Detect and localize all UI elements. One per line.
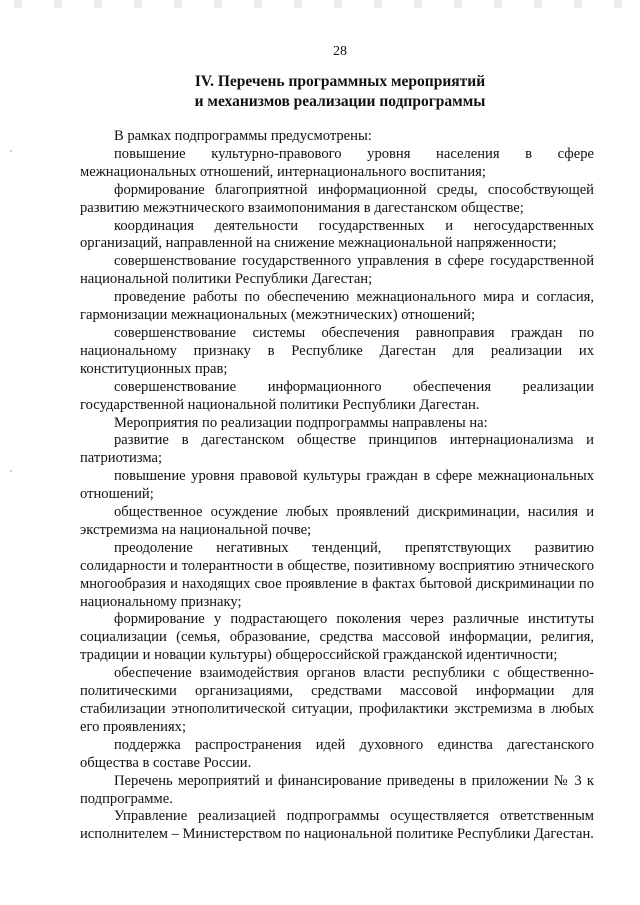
paragraph-note: Управление реализацией подпрограммы осуществляется ответственным исполнителем – Министерством по национальной политике Республики Дагестан. [80, 808, 594, 843]
paragraph-item: совершенствование системы обеспечения равноправия граждан по национальному признаку в Республике Дагестан для реализации их конституционных прав; [80, 324, 594, 377]
paragraph-item: формирование у подрастающего поколения через различные институты социализации (семья, образование, средства массовой информации, религия, традиции и новации культуры) общероссийской гражданской идентичности; [80, 611, 594, 664]
paragraph-item: проведение работы по обеспечению межнационального мира и согласия, гармонизации межнациональных (межэтнических) отношений; [80, 289, 594, 324]
paragraph-intro: Мероприятия по реализации подпрограммы направлены на: [114, 414, 488, 431]
paragraph-item: формирование благоприятной информационной среды, способствующей развитию межэтнического взаимопонимания в дагестанском обществе; [80, 181, 594, 216]
paragraph-item: повышение культурно-правового уровня населения в сфере межнациональных отношений, интернационального воспитания; [80, 145, 594, 180]
paragraph-item: совершенствование государственного управления в сфере государственной национальной политики Республики Дагестан; [80, 253, 594, 288]
section-heading [80, 72, 600, 112]
scan-speck [10, 150, 12, 152]
paragraph-note: Перечень мероприятий и финансирование приведены в приложении № 3 к подпрограмме. [80, 772, 594, 807]
section-heading-line-2: и механизмов реализации подпрограммы [194, 93, 486, 110]
paragraph-item: повышение уровня правовой культуры граждан в сфере межнациональных отношений; [80, 468, 594, 503]
paragraph-item: преодоление негативных тенденций, препятствующих развитию солидарности и толерантности в обществе, позитивному восприятию этнического многообразия и находящих свое проявление в фактах бытовой дискриминации по национальному признаку; [80, 539, 594, 610]
paragraph-item: поддержка распространения идей духовного единства дагестанского общества в составе России. [80, 736, 594, 771]
paragraph-intro: В рамках подпрограммы предусмотрены: [114, 128, 372, 144]
paragraph-item: развитие в дагестанском обществе принципов интернационализма и патриотизма; [80, 432, 594, 467]
scan-artifact-strip [0, 0, 640, 8]
paragraph-item: общественное осуждение любых проявлений дискриминации, насилия и экстремизма на национальной почве; [80, 504, 594, 538]
document-body [80, 128, 594, 844]
paragraph-item: совершенствование информационного обеспечения реализации государственной национальной политики Республики Дагестан. [80, 378, 594, 413]
page-number: 28 [333, 44, 347, 59]
scan-speck [10, 470, 12, 472]
section-heading-line-1: IV. Перечень программных мероприятий [194, 73, 486, 90]
paragraph-item: обеспечение взаимодействия органов власти республики с общественно-политическими организациями, средствами массовой информации для стабилизации этнополитической ситуации, профилактики экстремизма в любых его проявлениях; [80, 665, 594, 735]
paragraph-item: координация деятельности государственных и негосударственных организаций, направленной на снижение межнациональной напряженности; [80, 217, 594, 252]
